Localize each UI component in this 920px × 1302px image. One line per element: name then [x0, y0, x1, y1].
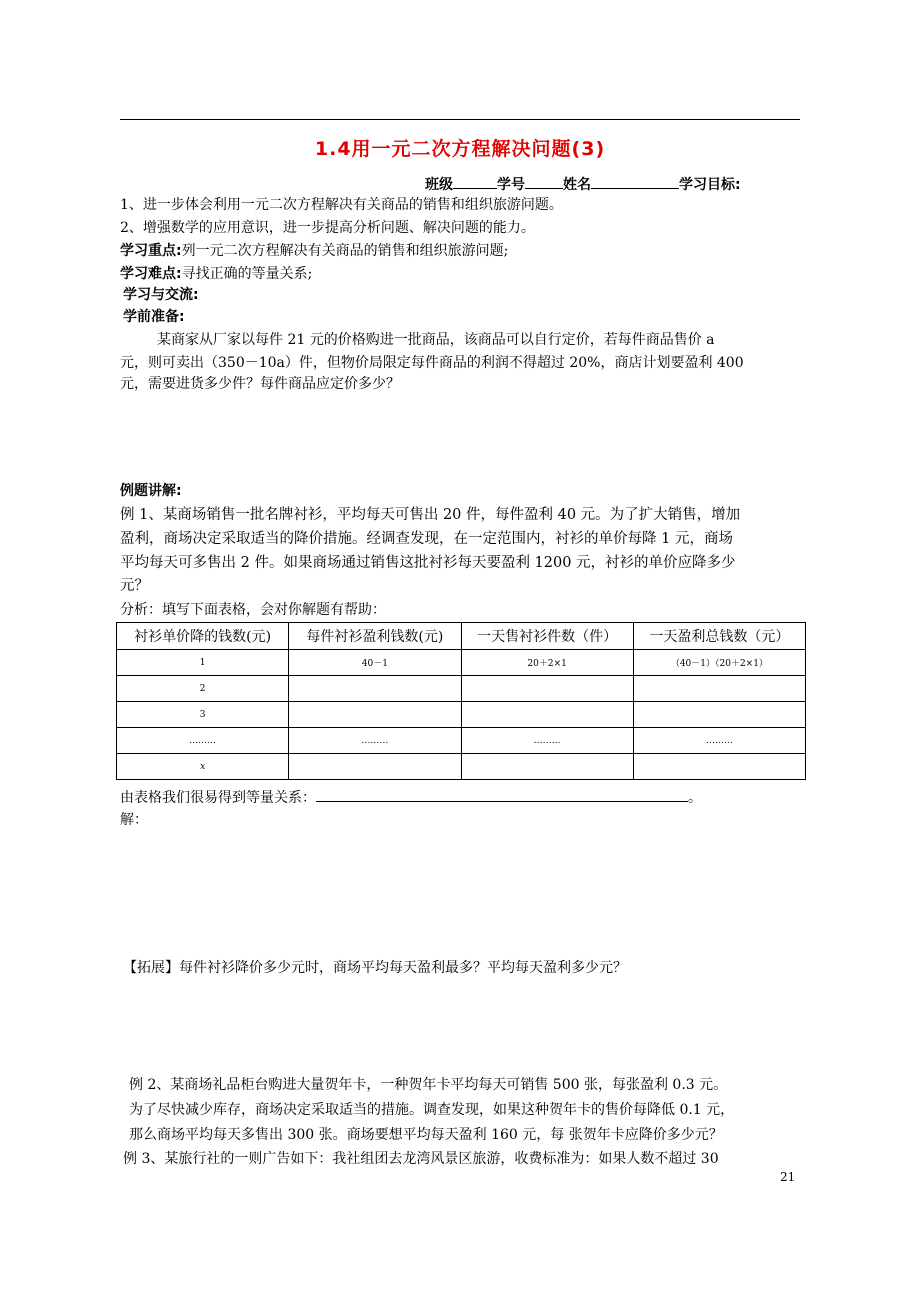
table-header-cell: 每件衬衫盈利钱数(元)	[289, 623, 461, 650]
table-row	[117, 676, 806, 702]
table-cell	[289, 676, 461, 702]
key-point-text: 列一元二次方程解决有关商品的销售和组织旅游问题;	[181, 243, 509, 259]
student-info-line	[425, 174, 741, 194]
table-header-cell: 一天盈利总钱数（元）	[633, 623, 805, 650]
table-row	[117, 702, 806, 728]
difficulty	[120, 264, 312, 284]
table-cell: ………	[633, 728, 805, 754]
equation-line-end: 。	[688, 790, 702, 806]
table-cell: 1	[117, 650, 289, 676]
prep-line-3: 元，需要进货多少件？每件商品应定价多少？	[120, 376, 400, 392]
example1-line-2: 盈利，商场决定采取适当的降价措施。经调查发现，在一定范围内，衬衫的单价每降 1 元，商场	[120, 531, 733, 547]
study-exchange-label: 学习与交流:	[123, 287, 199, 303]
table-cell: 2	[117, 676, 289, 702]
table-row	[117, 650, 806, 676]
table-cell: （40－1）（20＋2×1）	[633, 650, 805, 676]
id-blank	[525, 174, 563, 189]
example1-analysis: 分析：填写下面表格，会对你解题有帮助：	[120, 602, 386, 618]
table-cell: ………	[461, 728, 633, 754]
equation-blank	[316, 787, 688, 802]
class-blank	[453, 174, 497, 189]
example1-line-4: 元？	[120, 578, 149, 594]
solution-label: 解：	[120, 812, 148, 828]
table-row	[117, 728, 806, 754]
table-cell	[633, 676, 805, 702]
header-rule	[120, 119, 800, 120]
goal-1: 1、进一步体会利用一元二次方程解决有关商品的销售和组织旅游问题。	[120, 197, 563, 213]
example1-line-3: 平均每天可多售出 2 件。如果商场通过销售这批衬衫每天要盈利 1200 元，衬衫的单价应降多少	[120, 555, 736, 571]
table-cell	[633, 754, 805, 780]
name-blank	[591, 174, 679, 189]
example3-line-1: 例 3、某旅行社的一则广告如下：我社组团去龙湾风景区旅游，收费标准为：如果人数不超过 30	[123, 1151, 719, 1167]
table-cell	[633, 702, 805, 728]
example2-line-3: 那么商场平均每天多售出 300 张。商场要想平均每天盈利 160 元，每 张贺年卡应降价多少元？	[129, 1127, 723, 1143]
table-cell: ………	[289, 728, 461, 754]
prep-line-1: 某商家从厂家以每件 21 元的价格购进一批商品，该商品可以自行定价，若每件商品售价 a	[157, 332, 715, 348]
examples-label: 例题讲解:	[120, 483, 182, 499]
page-title: 1.4用一元二次方程解决问题(3)	[314, 138, 606, 160]
key-point-label: 学习重点:	[120, 243, 182, 259]
goal-label: 学习目标:	[679, 177, 741, 193]
id-label: 学号	[497, 177, 525, 193]
table-header-row	[117, 623, 806, 650]
example1-line-1: 例 1、某商场销售一批名牌衬衫，平均每天可售出 20 件，每件盈利 40 元。为了扩大销售，增加	[120, 507, 741, 523]
table-cell: x	[117, 754, 289, 780]
table-cell: 3	[117, 702, 289, 728]
table-cell: 20＋2×1	[461, 650, 633, 676]
key-point	[120, 241, 508, 261]
page-number: 21	[780, 1170, 796, 1184]
difficulty-label: 学习难点:	[120, 266, 182, 282]
name-label: 姓名	[563, 177, 591, 193]
table-header-cell: 一天售衬衫件数（件）	[461, 623, 633, 650]
table-cell	[461, 754, 633, 780]
table-cell	[289, 702, 461, 728]
table-cell	[461, 676, 633, 702]
equation-line	[120, 787, 702, 808]
table-cell	[461, 702, 633, 728]
analysis-table	[116, 622, 806, 780]
prep-line-2: 元，则可卖出（350－10a）件，但物价局限定每件商品的利润不得超过 20%，商店计划要盈利 400	[120, 355, 744, 371]
example2-line-2: 为了尽快减少库存，商场决定采取适当的措施。调查发现，如果这种贺年卡的售价每降低 0.1 元，	[129, 1102, 735, 1118]
table-row	[117, 754, 806, 780]
extension-text: 【拓展】每件衬衫降价多少元时，商场平均每天盈利最多？平均每天盈利多少元？	[123, 960, 627, 976]
table-cell: 40－1	[289, 650, 461, 676]
equation-line-text: 由表格我们很易得到等量关系：	[120, 790, 316, 806]
table-cell	[289, 754, 461, 780]
example2-line-1: 例 2、某商场礼品柜台购进大量贺年卡，一种贺年卡平均每天可销售 500 张，每张盈利 0.3 元。	[129, 1077, 728, 1093]
table-cell: ………	[117, 728, 289, 754]
table-header-cell: 衬衫单价降的钱数(元)	[117, 623, 289, 650]
class-label: 班级	[425, 177, 453, 193]
difficulty-text: 寻找正确的等量关系;	[181, 266, 313, 282]
prep-label: 学前准备:	[123, 309, 185, 325]
goal-2: 2、增强数学的应用意识，进一步提高分析问题、解决问题的能力。	[120, 220, 535, 236]
